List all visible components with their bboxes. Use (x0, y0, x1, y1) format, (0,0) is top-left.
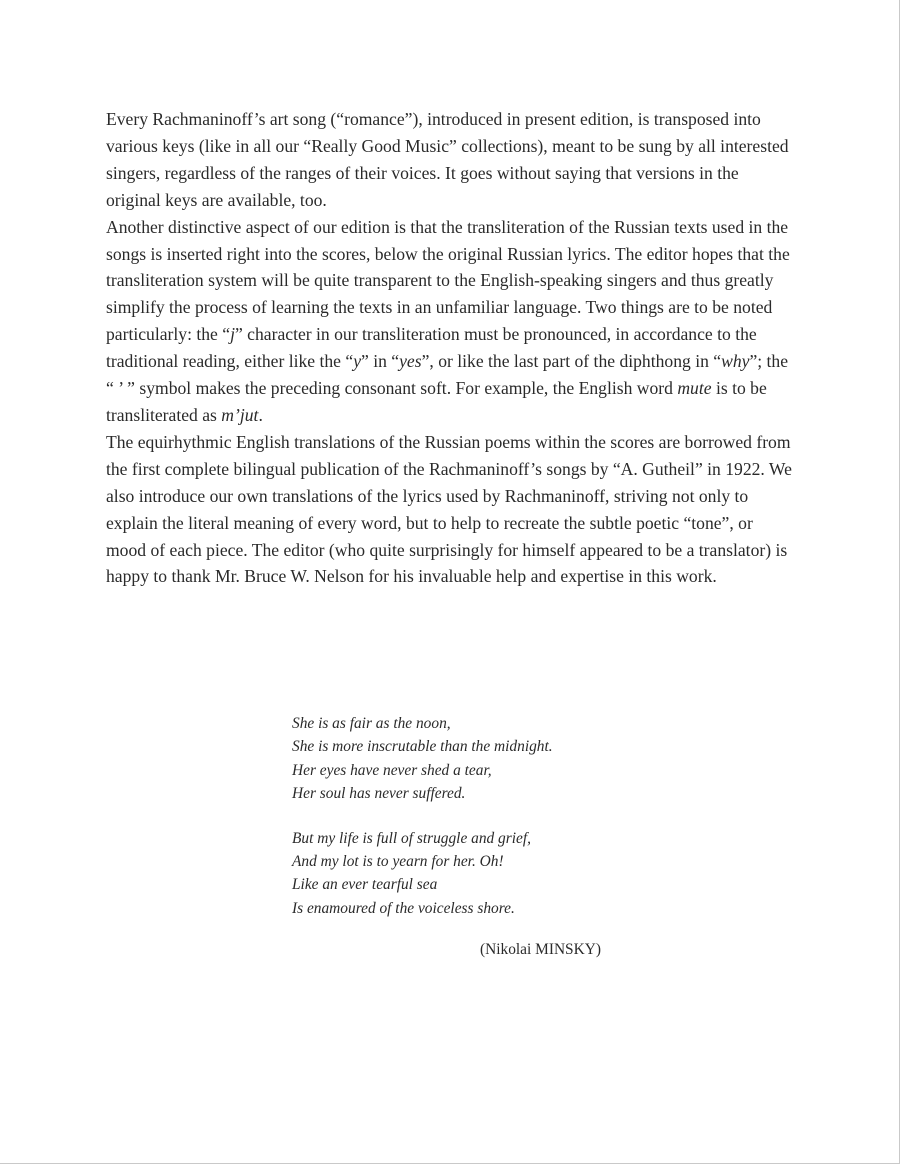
intro-paragraph-translations: The equirhythmic English translations of the Russian poems within the scores are borrowed from the first complete bilingual publication of the Rachmaninoff’s songs by “A. Gutheil” in 1922. We also introduce our own translations of the lyrics used by Rachmaninoff, striving not only to explain the literal meaning of every word, but to help to recreate the subtle poetic “tone”, or mood of each piece. The editor (who quite surprisingly for himself appeared to be a translator) is happy to thank Mr. Bruce W. Nelson for his invaluable help and expertise in this work. (106, 431, 792, 587)
poem-line: Is enamoured of the voiceless shore. (292, 899, 515, 917)
poem-stanza-2 (292, 827, 692, 921)
poem-line: She is more inscrutable than the midnight. (292, 738, 553, 756)
poem-line: She is as fair as the noon, (292, 715, 451, 732)
poem-stanza-1 (292, 712, 692, 806)
poem-line: Like an ever tearful sea (292, 876, 438, 894)
poem-line: Her soul has never suffered. (292, 785, 466, 803)
poem-line: Her eyes have never shed a tear, (292, 761, 492, 779)
intro-text (106, 106, 796, 590)
poem-line: But my life is full of struggle and grief, (292, 829, 531, 847)
poem (292, 712, 692, 941)
intro-paragraph-editions: Every Rachmaninoff’s art song (“romance”), introduced in present edition, is transposed into various keys (like in all our “Really Good Music” collections), meant to be sung by all interested singers, regardless of the ranges of their voices. It goes without saying that versions in the original keys are available, too. (106, 109, 789, 210)
poem-author: (Nikolai MINSKY) (480, 941, 601, 958)
poem-line: And my lot is to yearn for her. Oh! (292, 853, 504, 871)
intro-paragraph-transliteration: Another distinctive aspect of our edition is that the transliteration of the Russian texts used in the songs is inserted right into the scores, below the original Russian lyrics. The editor hopes that the transliteration system will be quite transparent to the English-speaking singers and thus greatly simplify the process of learning the texts in an unfamiliar language. Two things are to be noted particularly: the “j” character in our transliteration must be pronounced, in accordance to the traditional reading, either like the “y” in “yes”, or like the last part of the diphthong in “why”; the “ ’ ” symbol makes the preceding consonant soft. For example, the English word mute is to be transliterated as m’jut. (106, 216, 790, 425)
